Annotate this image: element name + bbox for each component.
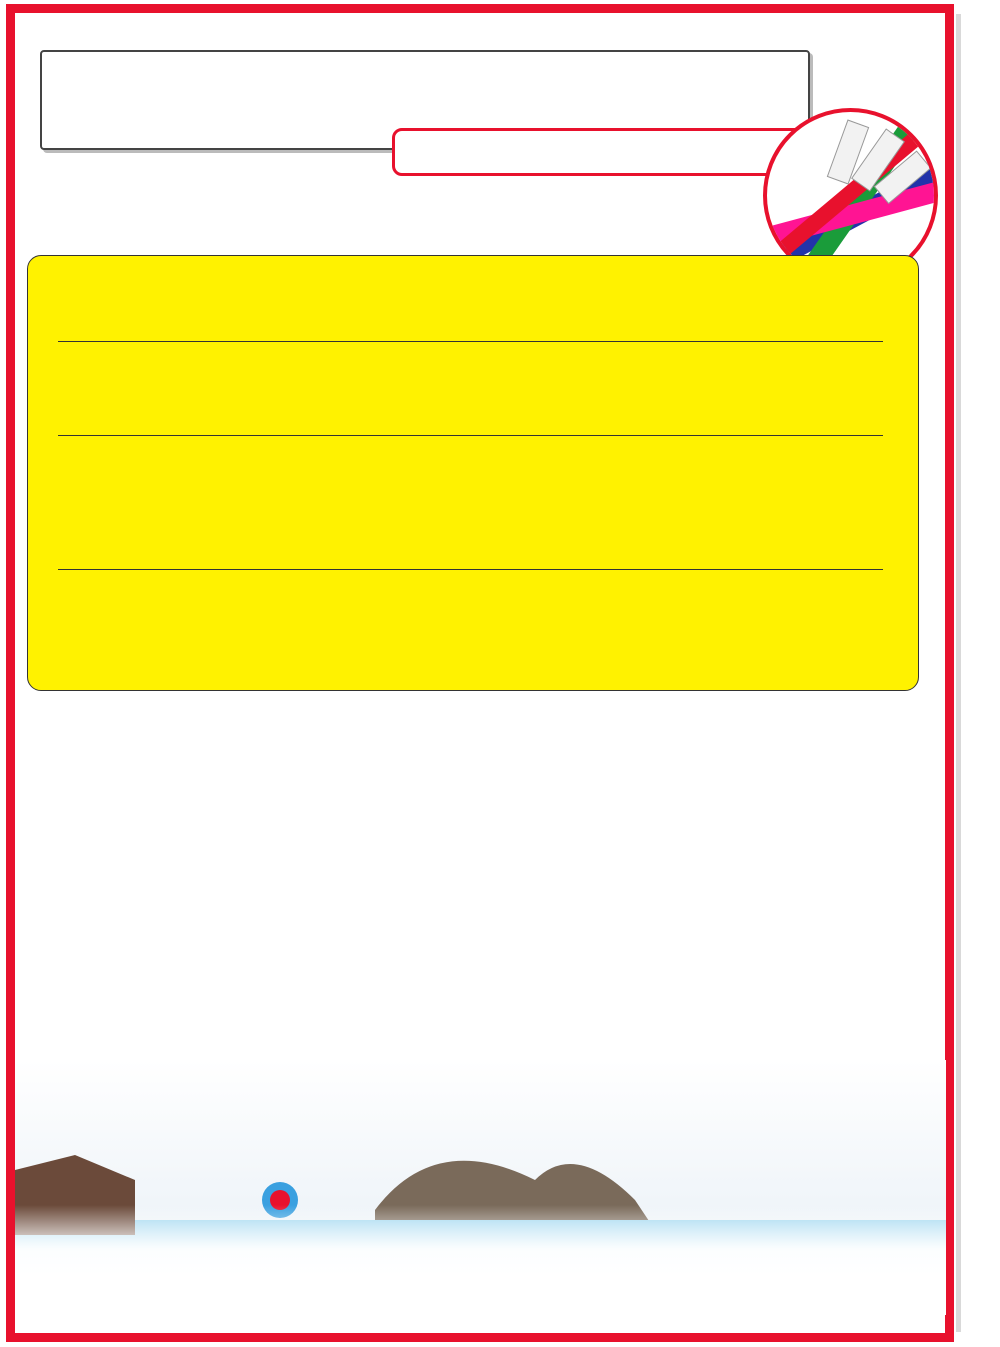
price-divider <box>58 569 883 570</box>
price-divider <box>58 341 883 342</box>
page-edge-shadow <box>956 14 961 1332</box>
price-divider <box>58 435 883 436</box>
photo-fade <box>15 1205 946 1315</box>
subtitle-box <box>392 128 812 176</box>
price-panel <box>27 255 919 691</box>
